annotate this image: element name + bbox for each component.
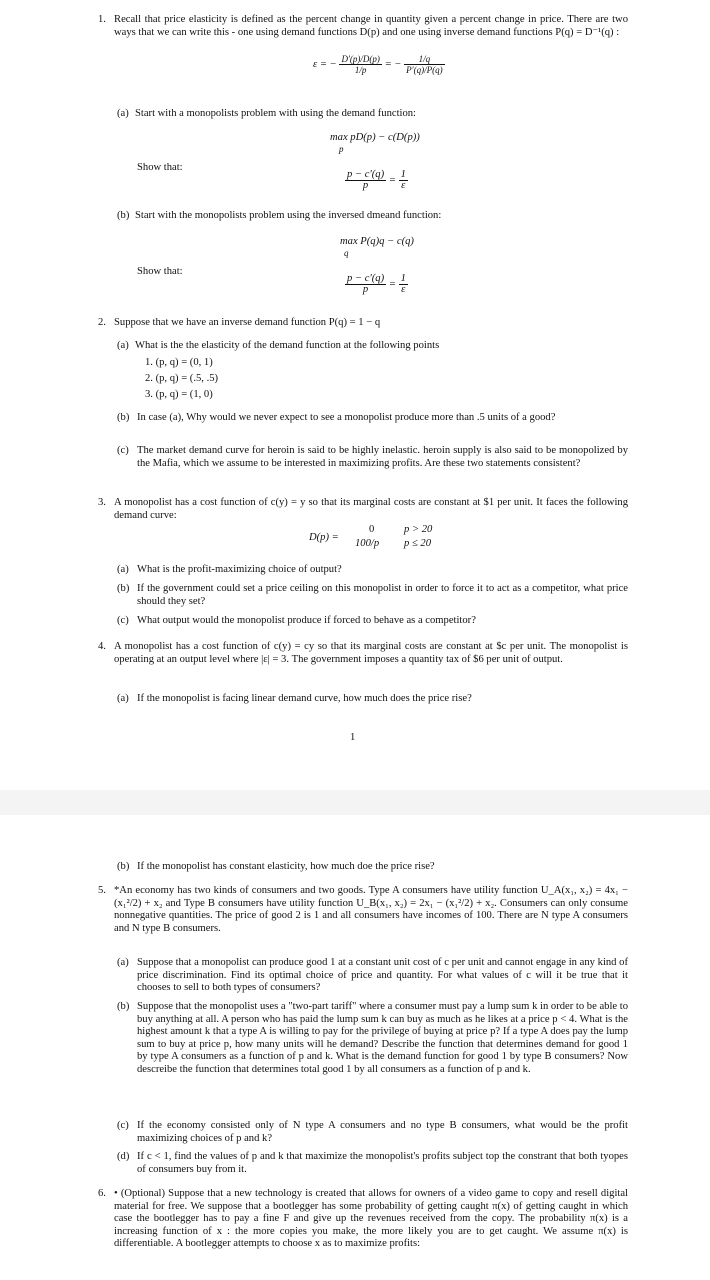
q5d-text: If c < 1, find the values of p and k that maximize the monopolist's profits subject top the constrant that both tyopes of consumers buy from it. xyxy=(137,1151,628,1175)
q5-text: *An economy has two kinds of consumers and two goods. Type A consumers have utility function U_A(x₁, x₂) = 4x₁ − (x₁²/2) + x₂ and Type B consumers have utility function U_B(x₁, x₂) = 2x₁ − (x₁²/2) + x₂. Consumers can only consume nonnegative quantities. The price of good 2 is 1 and all consumers have incomes of 100. There are N type A consumers and N type B consumers. xyxy=(114,885,628,934)
q1a-result-num: p − c′(q) xyxy=(347,169,385,180)
q3c-text: What output would the monopolist produce if forced to behave as a competitor? xyxy=(137,615,476,626)
q4-number: 4. xyxy=(98,641,106,652)
q3c-label: (c) xyxy=(117,615,129,626)
q3b-text: If the government could set a price ceiling on this monopolist in order to force it to act as a competitor, what price should they set? xyxy=(137,583,628,607)
q1a-result-rhs-num: 1 xyxy=(400,169,406,180)
q1-elasticity-mid: = − xyxy=(384,58,402,70)
q1-elasticity-frac1 xyxy=(339,54,381,75)
q1a-result-den: p xyxy=(362,180,369,191)
q3-case1-condition: p > 20 xyxy=(404,524,433,535)
q1-elasticity-formula xyxy=(313,54,445,75)
q3-text: A monopolist has a cost function of c(y) = y so that its marginal costs are constant at $1 per unit. It faces the following demand curve: xyxy=(114,497,628,521)
q5b-text: Suppose that the monopolist uses a "two-part tariff" where a consumer must pay a lump sum k in order to be able to buy anything at all. A person who has paid the lump sum k can buy as much as he likes at a price p < 4. What is the highest amount k that a type A is willing to pay for the privilege of buying at price p? If a type A does pay the lump sum to buy at price p, how many units will he demand? Describe the function that determines demand for good 1 by type A consumers as a function of p and k. What is the demand function for good 1 by type B consumers? Now descreibe the function that determines total good 1 by all consumers as a function of p and k. xyxy=(137,1001,628,1075)
q1a-result-frac xyxy=(345,170,386,191)
q1a-result xyxy=(345,170,408,191)
q2b-label: (b) xyxy=(117,412,130,423)
q1a-result-rhs-den: ε xyxy=(401,180,406,191)
q2c-text: The market demand curve for heroin is said to be highly inelastic. heroin supply is also said to be monopolized by the Mafia, which we assume to be interested in maximizing profits. Are these two statements consistent? xyxy=(137,445,628,469)
q1b-result-num: p − c′(q) xyxy=(347,273,385,284)
q1b-result xyxy=(345,274,408,295)
q2a-text: What is the the elasticity of the demand function at the following points xyxy=(135,340,440,351)
q3-case2-condition: p ≤ 20 xyxy=(404,538,432,549)
q1a-label: (a) xyxy=(117,108,129,119)
page-gap xyxy=(0,790,710,815)
q1a-objective: max pD(p) − c(D(p)) xyxy=(330,132,420,143)
q4-text: A monopolist has a cost function of c(y) = cy so that its marginal costs are constant at $c per unit. The monopolist is operating at an output level where |ε| = 3. The government imposes a quantity tax of $6 per unit of output. xyxy=(114,641,628,665)
q3-case2-value: 100/p xyxy=(355,538,380,549)
q1b-objective: max P(q)q − c(q) xyxy=(340,236,414,247)
q1a-result-rhs xyxy=(399,170,408,191)
q1b-show-that: Show that: xyxy=(137,266,183,277)
q1b-label: (b) xyxy=(117,210,130,221)
q4a-label: (a) xyxy=(117,693,129,704)
q4a-text: If the monopolist is facing linear demand curve, how much does the price rise? xyxy=(137,693,472,704)
q5a-label: (a) xyxy=(117,957,129,968)
q2a-point-3: 3. (p, q) = (1, 0) xyxy=(145,389,213,400)
q1b-objective-sub: q xyxy=(344,248,349,258)
q1a-result-eq: = xyxy=(388,174,396,186)
q1b-result-eq: = xyxy=(388,278,396,290)
q1-frac2-num: 1/q xyxy=(404,54,444,65)
q5-number: 5. xyxy=(98,885,106,896)
q3-number: 3. xyxy=(98,497,106,508)
q2a-point-1: 1. (p, q) = (0, 1) xyxy=(145,357,213,368)
q1a-objective-sub: p xyxy=(339,144,344,154)
q1-frac1-den: 1/p xyxy=(354,65,367,75)
q1b-result-rhs-num: 1 xyxy=(400,273,406,284)
page-number: 1 xyxy=(350,732,356,743)
q1b-result-rhs-den: ε xyxy=(401,284,406,295)
q5a-text: Suppose that a monopolist can produce good 1 at a constant unit cost of c per unit and cannot engage in any kind of price discrimination. Find its optimal choice of price and quantity. For what values of c will it be true that it chooses to sell to both types of consumers? xyxy=(137,957,628,994)
q2c-label: (c) xyxy=(117,445,129,456)
q1b-text: Start with the monopolists problem using the inversed dmeand function: xyxy=(135,210,442,221)
q6-text: • (Optional) Suppose that a new technology is created that allows for owners of a video game to copy and resell digital material for free. We suppose that a bootlegger has some probability of getting caught π(x) of getting caught in which case the bootlegger has to pay a fine F and give up the revenues received from the copy. The probability π(x) is a increasing function of x : the more copies you make, the more likely you are to get caught. We assume π(x) is differentiable. A bootlegger attempts to choose x as to maximize profits: xyxy=(114,1188,628,1250)
q3a-text: What is the profit-maximizing choice of output? xyxy=(137,564,342,575)
q5d-label: (d) xyxy=(117,1151,130,1162)
q1-intro: Recall that price elasticity is defined as the percent change in quantity given a percent change in price. There are two ways that we can write this - one using demand functions D(p) and one using inverse demand functions P(q) = D⁻¹(q) : xyxy=(114,14,628,38)
q1-elasticity-lhs: ε = − xyxy=(313,58,337,70)
page-2 xyxy=(0,815,710,1280)
q2-text: Suppose that we have an inverse demand function P(q) = 1 − q xyxy=(114,317,381,328)
q1a-text: Start with a monopolists problem with using the demand function: xyxy=(135,108,416,119)
q6-number: 6. xyxy=(98,1188,106,1199)
q5b-label: (b) xyxy=(117,1001,130,1012)
q2b-text: In case (a), Why would we never expect to see a monopolist produce more than .5 units of a good? xyxy=(137,412,556,423)
q1b-result-rhs xyxy=(399,274,408,295)
q2a-label: (a) xyxy=(117,340,129,351)
q1b-result-den: p xyxy=(362,284,369,295)
q1-number: 1. xyxy=(98,14,106,25)
q3b-label: (b) xyxy=(117,583,130,594)
q3a-label: (a) xyxy=(117,564,129,575)
q4b-label: (b) xyxy=(117,861,130,872)
q1-elasticity-frac2 xyxy=(404,54,444,75)
q2-number: 2. xyxy=(98,317,106,328)
q4b-text: If the monopolist has constant elasticity, how much doe the price rise? xyxy=(137,861,435,872)
q1b-result-frac xyxy=(345,274,386,295)
q1-frac1-num: D′(p)/D(p) xyxy=(341,54,380,64)
q1a-show-that: Show that: xyxy=(137,162,183,173)
q1-frac2-den: P′(q)/P(q) xyxy=(406,65,443,75)
q2a-point-2: 2. (p, q) = (.5, .5) xyxy=(145,373,219,384)
q5c-label: (c) xyxy=(117,1120,129,1131)
q3-case1-value: 0 xyxy=(369,524,375,535)
q3-demand-lhs: D(p) = xyxy=(309,532,339,543)
q5c-text: If the economy consisted only of N type A consumers and no type B consumers, what would be the profit maximizing choices of p and k? xyxy=(137,1120,628,1144)
